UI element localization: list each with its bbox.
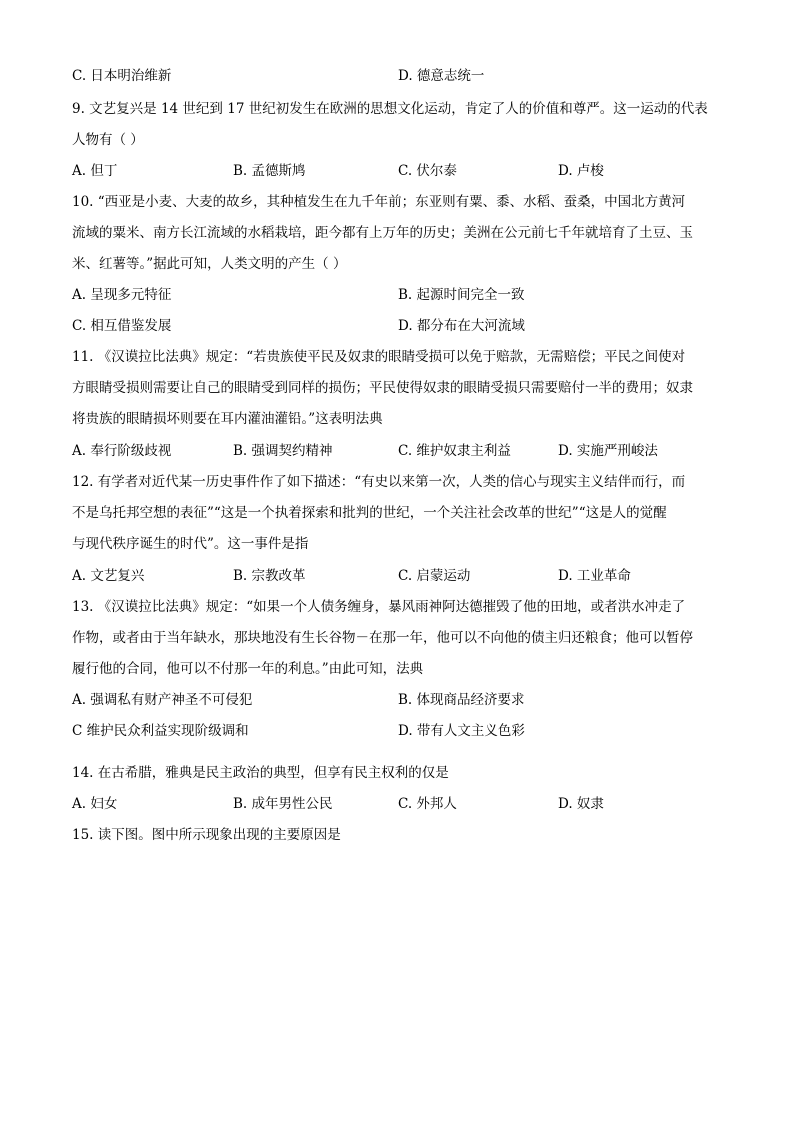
question-12-option-d: D. 工业革命 [558,568,631,584]
question-13-stem-line-2: 作物，或者由于当年缺水，那块地没有生长谷物－在那一年，他可以不向他的债主归还粮食；他可以暂停 [72,630,693,646]
question-9-stem-line-1: 9. 文艺复兴是 14 世纪到 17 世纪初发生在欧洲的思想文化运动，肯定了人的价值和尊严。这一运动的代表 [72,101,708,117]
question-9-stem-line-2: 人物有（ ） [72,132,144,148]
question-13-option-c: C 维护民众利益实现阶级调和 [72,723,249,739]
question-12-option-b: B. 宗教改革 [233,568,306,584]
question-10-stem-line-2: 流域的粟米、南方长江流域的水稻栽培，距今都有上万年的历史；美洲在公元前七千年就培育了土豆、玉 [72,225,693,241]
question-11-stem-line-2: 方眼睛受损则需要让自己的眼睛受到同样的损伤；平民使得奴隶的眼睛受损只需要赔付一半的费用；奴隶 [72,380,693,396]
question-11-option-d: D. 实施严刑峻法 [558,443,658,459]
question-9-option-d: D. 卢梭 [558,163,604,179]
question-9-option-b: B. 孟德斯鸠 [233,163,306,179]
question-14-stem-line-1: 14. 在古希腊，雅典是民主政治的典型，但享有民主权利的仅是 [72,765,449,781]
question-9-option-c: C. 伏尔泰 [398,163,457,179]
question-12-stem-line-3: 与现代秩序诞生的时代”。这一事件是指 [72,536,309,552]
question-12-option-c: C. 启蒙运动 [398,568,471,584]
question-14-option-c: C. 外邦人 [398,796,457,812]
question-13-option-d: D. 带有人文主义色彩 [398,723,525,739]
question-13-stem-line-3: 履行他的合同，他可以不付那一年的利息。”由此可知，法典 [72,661,424,677]
question-12-option-a: A. 文艺复兴 [72,568,145,584]
question-13-option-a: A. 强调私有财产神圣不可侵犯 [72,692,253,708]
question-14-option-b: B. 成年男性公民 [233,796,333,812]
question-10-stem-line-1: 10. “西亚是小麦、大麦的故乡，其种植发生在九千年前；东亚则有粟、黍、水稻、蚕桑，中国北方黄河 [72,194,686,210]
option-c: C. 日本明治维新 [72,68,172,84]
question-10-option-a: A. 呈现多元特征 [72,287,172,303]
question-11-option-c: C. 维护奴隶主利益 [398,443,511,459]
question-11-option-b: B. 强调契约精神 [233,443,333,459]
question-11-stem-line-1: 11. 《汉谟拉比法典》规定：“若贵族使平民及奴隶的眼睛受损可以免于赔款，无需赔偿；平民之间使对 [72,349,686,365]
question-10-option-c: C. 相互借鉴发展 [72,318,172,334]
question-12-stem-line-2: 不是乌托邦空想的表征”“这是一个执着探索和批判的世纪，一个关注社会改革的世纪”“这是人的觉醒 [72,505,667,521]
question-9-option-a: A. 但丁 [72,163,118,179]
question-14-option-d: D. 奴隶 [558,796,604,812]
question-12-stem-line-1: 12. 有学者对近代某一历史事件作了如下描述：“有史以来第一次，人类的信心与现实主义结伴而行，而 [72,474,686,490]
question-10-stem-line-3: 米、红薯等。”据此可知，人类文明的产生（ ） [72,256,347,272]
question-13-option-b: B. 体现商品经济要求 [398,692,525,708]
option-d: D. 德意志统一 [398,68,485,84]
question-11-option-a: A. 奉行阶级歧视 [72,443,172,459]
question-15-stem-line-1: 15. 读下图。图中所示现象出现的主要原因是 [72,827,341,843]
question-13-stem-line-1: 13. 《汉谟拉比法典》规定：“如果一个人债务缠身，暴风雨神阿达德摧毁了他的田地，或者洪水冲走了 [72,599,686,615]
question-10-option-b: B. 起源时间完全一致 [398,287,525,303]
question-11-stem-line-3: 将贵族的眼睛损坏则要在耳内灌油灌铅。”这表明法典 [72,411,383,427]
question-14-option-a: A. 妇女 [72,796,118,812]
question-10-option-d: D. 都分布在大河流域 [398,318,525,334]
